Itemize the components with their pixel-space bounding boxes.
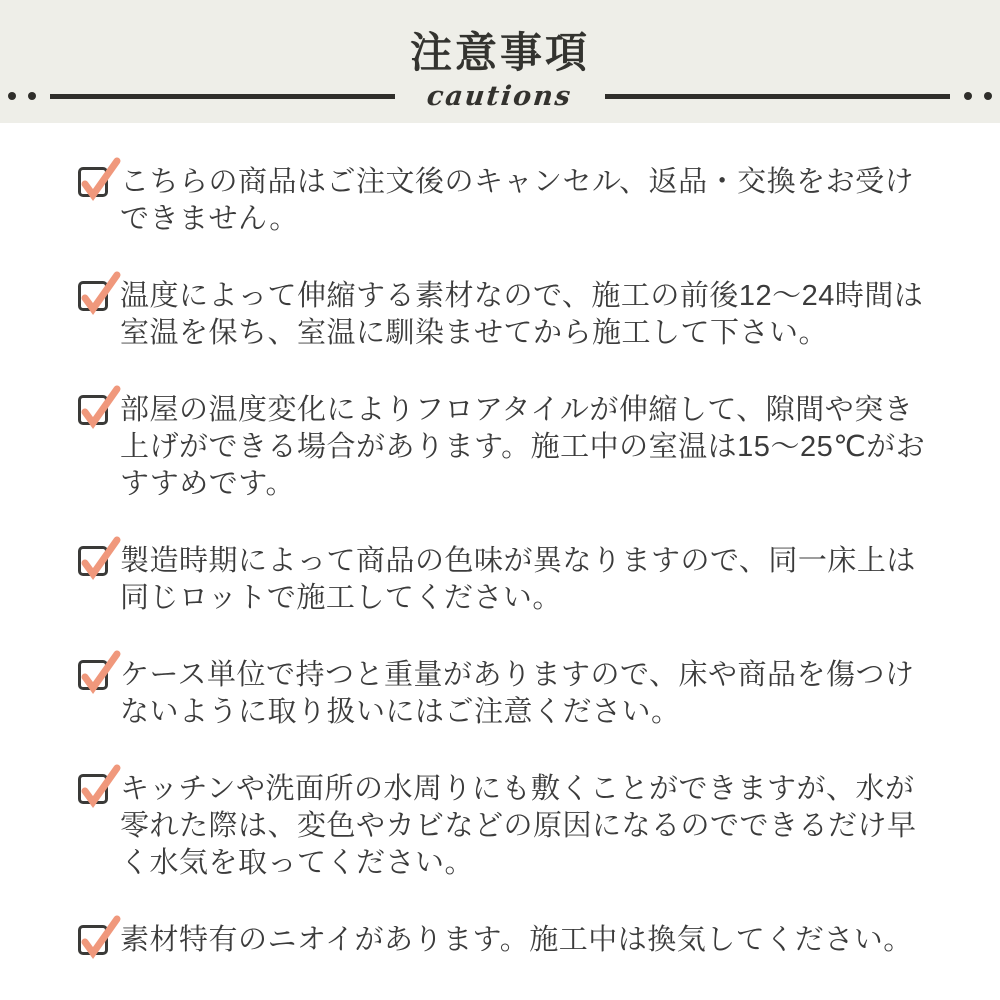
caution-item-1 [78, 164, 935, 238]
caution-item-7 [78, 922, 935, 959]
checked-checkbox-icon [78, 546, 108, 576]
caution-item-5 [78, 657, 935, 731]
page-title: 注意事項 [409, 29, 590, 76]
caution-text: キッチンや洗面所の水周りにも敷くことができますが、水が零れた際は、変色やカビなどの原因になるのでできるだけ早く水気を取ってください。 [120, 773, 917, 879]
checked-checkbox-icon [78, 925, 108, 955]
divider-dot-icon [984, 92, 992, 100]
caution-text: 温度によって伸縮する素材なので、施工の前後12〜24時間は室温を保ち、室温に馴染ませてから施工して下さい。 [120, 280, 924, 349]
caution-item-3 [78, 392, 935, 503]
divider-dot-icon [8, 92, 16, 100]
checked-checkbox-icon [78, 395, 108, 425]
checked-checkbox-icon [78, 774, 108, 804]
caution-item-6 [78, 771, 935, 882]
caution-item-2 [78, 278, 935, 352]
header-divider [0, 80, 1000, 112]
divider-line [605, 94, 950, 99]
caution-text: 素材特有のニオイがあります。施工中は換気してください。 [120, 924, 913, 956]
checked-checkbox-icon [78, 281, 108, 311]
page-subtitle: cautions [425, 80, 575, 112]
divider-dot-icon [28, 92, 36, 100]
caution-text: 製造時期によって商品の色味が異なりますので、同一床上は同じロットで施工してください。 [120, 545, 916, 614]
divider-dot-icon [964, 92, 972, 100]
page-header [0, 0, 1000, 123]
cautions-list [0, 164, 1000, 959]
checked-checkbox-icon [78, 660, 108, 690]
caution-text: 部屋の温度変化によりフロアタイルが伸縮して、隙間や突き上げができる場合があります。施工中の室温は15〜25℃がおすすめです。 [120, 394, 926, 500]
caution-text: こちらの商品はご注文後のキャンセル、返品・交換をお受けできません。 [120, 166, 915, 235]
divider-line [50, 94, 395, 99]
caution-item-4 [78, 543, 935, 617]
caution-text: ケース単位で持つと重量がありますので、床や商品を傷つけないように取り扱いにはご注意ください。 [120, 659, 915, 728]
checked-checkbox-icon [78, 167, 108, 197]
